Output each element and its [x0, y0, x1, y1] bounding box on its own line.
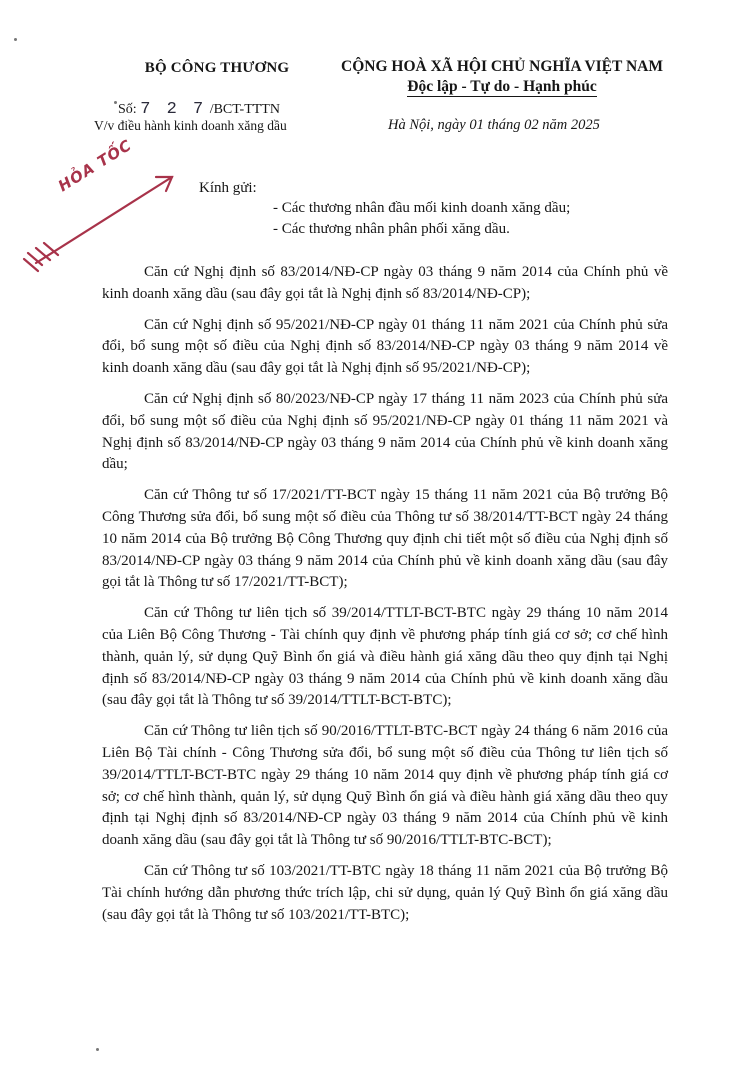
doc-no-number: 7 2 7 [140, 100, 207, 119]
document-subject: V/v điều hành kinh doanh xăng dầu [94, 118, 287, 133]
national-motto [330, 78, 674, 96]
issuer-block [88, 60, 346, 77]
recipient-item: - Các thương nhân đầu mối kinh doanh xăng dầu; [273, 200, 571, 216]
legal-basis-paragraph: Căn cứ Thông tư số 17/2021/TT-BCT ngày 15 tháng 11 năm 2021 của Bộ trưởng Bộ Công Thương sửa đổi, bổ sung một số điều của Thông tư số 38/2014/TT-BCT ngày 24 tháng 10 năm 2014 của Bộ trưởng Bộ Công Thương quy định chi tiết một số điều của Nghị định số 83/2014/NĐ-CP ngày 03 tháng 9 năm 2014 của Chính phủ về kinh doanh xăng dầu (sau đây gọi tắt là Thông tư số 17/2021/TT-BCT); [102, 487, 668, 591]
place-and-date: Hà Nội, ngày 01 tháng 02 năm 2025 [388, 117, 600, 133]
recipient-item: - Các thương nhân phân phối xăng dầu. [273, 221, 510, 237]
legal-basis-paragraph: Căn cứ Thông tư liên tịch số 90/2016/TTLT-BTC-BCT ngày 24 tháng 6 năm 2016 của Liên Bộ Tài chính - Công Thương sửa đổi, bổ sung một số điều của Thông tư liên tịch số 39/2014/TTLT-BCT-BTC ngày 29 tháng 10 năm 2014 quy định về phương pháp tính giá cơ sở; cơ chế hình thành, quản lý, sử dụng Quỹ Bình ổn giá và điều hành giá xăng dầu theo quy định tại Nghị định số 83/2014/NĐ-CP ngày 03 tháng 9 năm 2014 của Chính phủ về kinh doanh xăng dầu (sau đây gọi tắt là Thông tư số 90/2016/TTLT-BTC-BCT); [102, 723, 668, 849]
legal-basis-paragraph: Căn cứ Nghị định số 95/2021/NĐ-CP ngày 01 tháng 11 năm 2021 của Chính phủ sửa đổi, bổ sung một số điều của Nghị định số 83/2014/NĐ-CP ngày 03 tháng 9 năm 2014 về kinh doanh xăng dầu (sau đây gọi tắt là Nghị định số 95/2021/NĐ-CP); [102, 316, 668, 377]
urgent-stamp-label: HỎA TỐC [55, 135, 136, 196]
doc-no-suffix: /BCT-TTTN [209, 102, 280, 117]
document-number [118, 100, 280, 119]
nation-title: CỘNG HOÀ XÃ HỘI CHỦ NGHĨA VIỆT NAM [341, 58, 663, 75]
legal-basis-paragraph: Căn cứ Nghị định số 80/2023/NĐ-CP ngày 17 tháng 11 năm 2023 của Chính phủ sửa đổi, bổ sung một số điều của Nghị định số 95/2021/NĐ-CP ngày 01 tháng 11 năm 2021 và Nghị định số 83/2014/NĐ-CP ngày 03 tháng 9 năm 2014 của Chính phủ về kinh doanh xăng dầu; [102, 390, 668, 473]
scan-speck [14, 38, 17, 41]
scan-speck [114, 101, 117, 104]
document-body [102, 262, 668, 935]
legal-basis-paragraph: Căn cứ Thông tư số 103/2021/TT-BTC ngày 18 tháng 11 năm 2021 của Bộ trưởng Bộ Tài chính hướng dẫn phương thức trích lập, chi sử dụng, quản lý Quỹ Bình ổn giá xăng dầu (sau đây gọi tắt là Thông tư số 103/2021/TT-BTC); [102, 862, 668, 923]
motto-text: Độc lập - Tự do - Hạnh phúc [407, 78, 597, 95]
doc-no-prefix: Số: [118, 102, 137, 117]
greeting: Kính gửi: [199, 180, 257, 196]
issuing-agency: BỘ CÔNG THƯƠNG [144, 60, 290, 76]
legal-basis-paragraph: Căn cứ Nghị định số 83/2014/NĐ-CP ngày 03 tháng 9 năm 2014 của Chính phủ về kinh doanh xăng dầu (sau đây gọi tắt là Nghị định số 83/2014/NĐ-CP); [102, 264, 668, 302]
national-heading [330, 58, 674, 96]
scan-speck [96, 1048, 99, 1051]
legal-basis-paragraph: Căn cứ Thông tư liên tịch số 39/2014/TTLT-BCT-BTC ngày 29 tháng 10 năm 2014 của Liên Bộ Công Thương - Tài chính quy định về phương pháp tính giá cơ sở; cơ chế hình thành, quản lý, sử dụng Quỹ Bình ổn giá và điều hành giá xăng dầu theo quy định tại Nghị định số 83/2014/NĐ-CP ngày 03 tháng 9 năm 2014 của Chính phủ về kinh doanh xăng dầu (sau đây gọi tắt là Thông tư số 39/2014/TTLT-BCT-BTC); [102, 605, 668, 709]
